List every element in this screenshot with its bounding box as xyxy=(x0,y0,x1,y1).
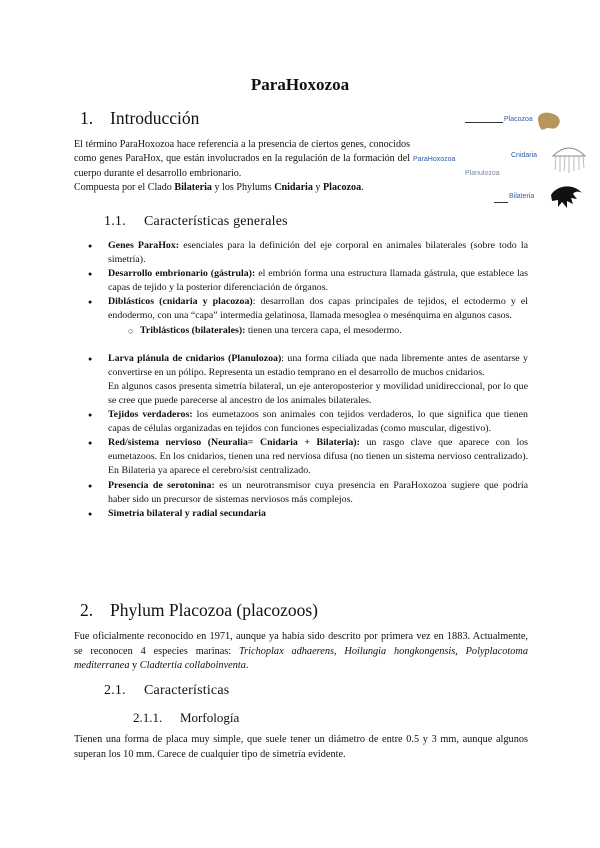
phylogeny-figure xyxy=(405,107,595,217)
item-term: Desarrollo embrionario (gástrula): xyxy=(108,268,256,280)
list-item xyxy=(88,295,528,337)
subsection-number: 2.1.1. xyxy=(133,710,163,725)
page-title: ParaHoxozoa xyxy=(250,75,350,94)
circle-bullet-icon: ○ xyxy=(128,325,134,336)
label-placozoa: Placozoa xyxy=(504,116,533,123)
subsection-number: 1.1. xyxy=(104,214,126,229)
item-text: : desarrollan dos capas principales de tejidos, el ectodermo y el endodermo, con una “capa” intermedia gelatinosa, llamada mesoglea o mesénquima en algunos casos. xyxy=(108,296,528,322)
item-continuation: En algunos casos presenta simetría bilateral, un eje anteroposterior y movilidad unidireccional, por lo que se cree que puede parecerse al ancestro de los animales bilaterales. xyxy=(108,380,528,406)
item-text: los eumetazoos son animales con tejidos verdaderos, lo que significa que tienen capas de células organizadas en tejidos con funciones especializadas (como muscular, digestivo). xyxy=(108,409,528,435)
text-bold: Cnidaria xyxy=(274,182,313,193)
item-text: : una forma ciliada que nada libremente antes de asentarse y convertirse en un pólipo. Representa un estadio temprano en el desarrollo de muchos cnidarios. xyxy=(108,352,528,378)
text-run: Compuesta por el Clado xyxy=(74,182,175,193)
list-item xyxy=(88,479,528,507)
species-names: Trichoplax adhaerens, Hoilungia hongkongensis, Polyplacotoma mediterranea xyxy=(74,645,528,671)
subsection-title: Características xyxy=(144,683,230,698)
item-term: Simetría bilateral y radial secundaria xyxy=(108,507,266,519)
item-text: tienen una tercera capa, el mesodermo. xyxy=(245,324,402,336)
jellyfish-icon xyxy=(547,140,591,174)
subsection-title: Morfología xyxy=(180,710,240,725)
section-title: Introducción xyxy=(110,108,200,128)
bilateria-icon xyxy=(549,181,585,213)
subsection-1-1-heading xyxy=(104,214,288,230)
intro-text: El término ParaHoxozoa hace referencia a la presencia de ciertos genes, conocidos como genes ParaHox, que están involucrados en la regulación de la formación del cuerpo durante el desarrollo embrionario. xyxy=(74,139,410,179)
text-run: y xyxy=(312,182,323,193)
item-text: un rasgo clave que aparece con los eumetazoos. En los cnidarios, tienen una red nerviosa difusa (no tienen un sistema nervioso centralizado). En Bilateria ya aparece el cerebro/sist centralizado. xyxy=(108,437,528,477)
label-cnidaria: Cnidaria xyxy=(511,152,538,159)
text-bold: Placozoa xyxy=(323,182,362,193)
item-term: Presencia de serotonina: xyxy=(108,479,215,491)
list-item xyxy=(88,436,528,478)
text-run: . xyxy=(361,182,364,193)
label-planulozoa: Planulozoa xyxy=(465,170,500,177)
text-run: . xyxy=(245,660,249,671)
list-item xyxy=(88,267,528,295)
item-term: Red/sistema nervioso (Neuralia= Cnidaria + Bilateria): xyxy=(108,437,360,449)
text-run: Fue oficialmente reconocido en 1971, aunque ya había sido descrito por primera vez en 1883. Actualmente, se reconocen 4 especies marinas: xyxy=(74,631,528,657)
species-name: Cladtertia collaboinventa xyxy=(139,660,246,671)
item-text: el embrión forma una estructura llamada gástrula, que establece las capas de tejido y la posterior diferenciación de órganos. xyxy=(108,268,528,294)
section-2-heading xyxy=(80,600,318,621)
section-1-heading xyxy=(80,108,199,129)
morphology-paragraph: Tienen una forma de placa muy simple, que suele tener un diámetro de entre 0.5 y 3 mm, aunque algunos superan los 10 mm. Carece de cualquier tipo de simetría evidente. xyxy=(74,734,528,760)
item-term: Triblásticos (bilaterales): xyxy=(140,324,246,336)
list-item xyxy=(88,507,528,521)
section-number: 1. xyxy=(80,108,94,128)
text-run: y los Phylums xyxy=(211,182,275,193)
intro-paragraph xyxy=(74,138,410,181)
section-title: Phylum Placozoa (placozoos) xyxy=(110,600,319,620)
list-item xyxy=(88,408,528,436)
branch-line xyxy=(494,202,508,203)
branch-line xyxy=(465,122,503,123)
item-term: Larva plánula de cnidarios (Planulozoa) xyxy=(108,352,282,364)
section-number: 2. xyxy=(80,600,94,620)
item-term: Tejidos verdaderos: xyxy=(108,409,193,421)
item-term: Diblásticos (cnidaria y placozoa) xyxy=(108,296,253,308)
placozoa-paragraph xyxy=(74,630,528,674)
text-run: y xyxy=(129,660,140,671)
subsection-title: Características generales xyxy=(144,214,288,229)
item-term: Genes ParaHox: xyxy=(108,240,180,251)
label-parahoxozoa: ParaHoxozoa xyxy=(413,156,456,163)
subsection-number: 2.1. xyxy=(104,683,126,698)
label-bilateria: Bilateria xyxy=(509,193,535,200)
subsection-2-1-heading xyxy=(104,683,229,699)
sub-list-item xyxy=(108,324,528,338)
list-item xyxy=(88,352,528,408)
item-text: esenciales para la definición del eje corporal en animales bilaterales (sobre todo la simetría). xyxy=(108,240,528,266)
list-item xyxy=(88,239,528,267)
text-bold: Bilateria xyxy=(174,182,212,193)
placozoa-icon xyxy=(535,110,563,132)
subsection-2-1-1-heading xyxy=(133,710,239,726)
item-text: es un neurotransmisor cuya presencia en ParaHoxozoa sugiere que podría haber sido un precursor de sistemas nerviosos más complejos. xyxy=(108,479,528,505)
characteristics-list xyxy=(88,239,528,521)
